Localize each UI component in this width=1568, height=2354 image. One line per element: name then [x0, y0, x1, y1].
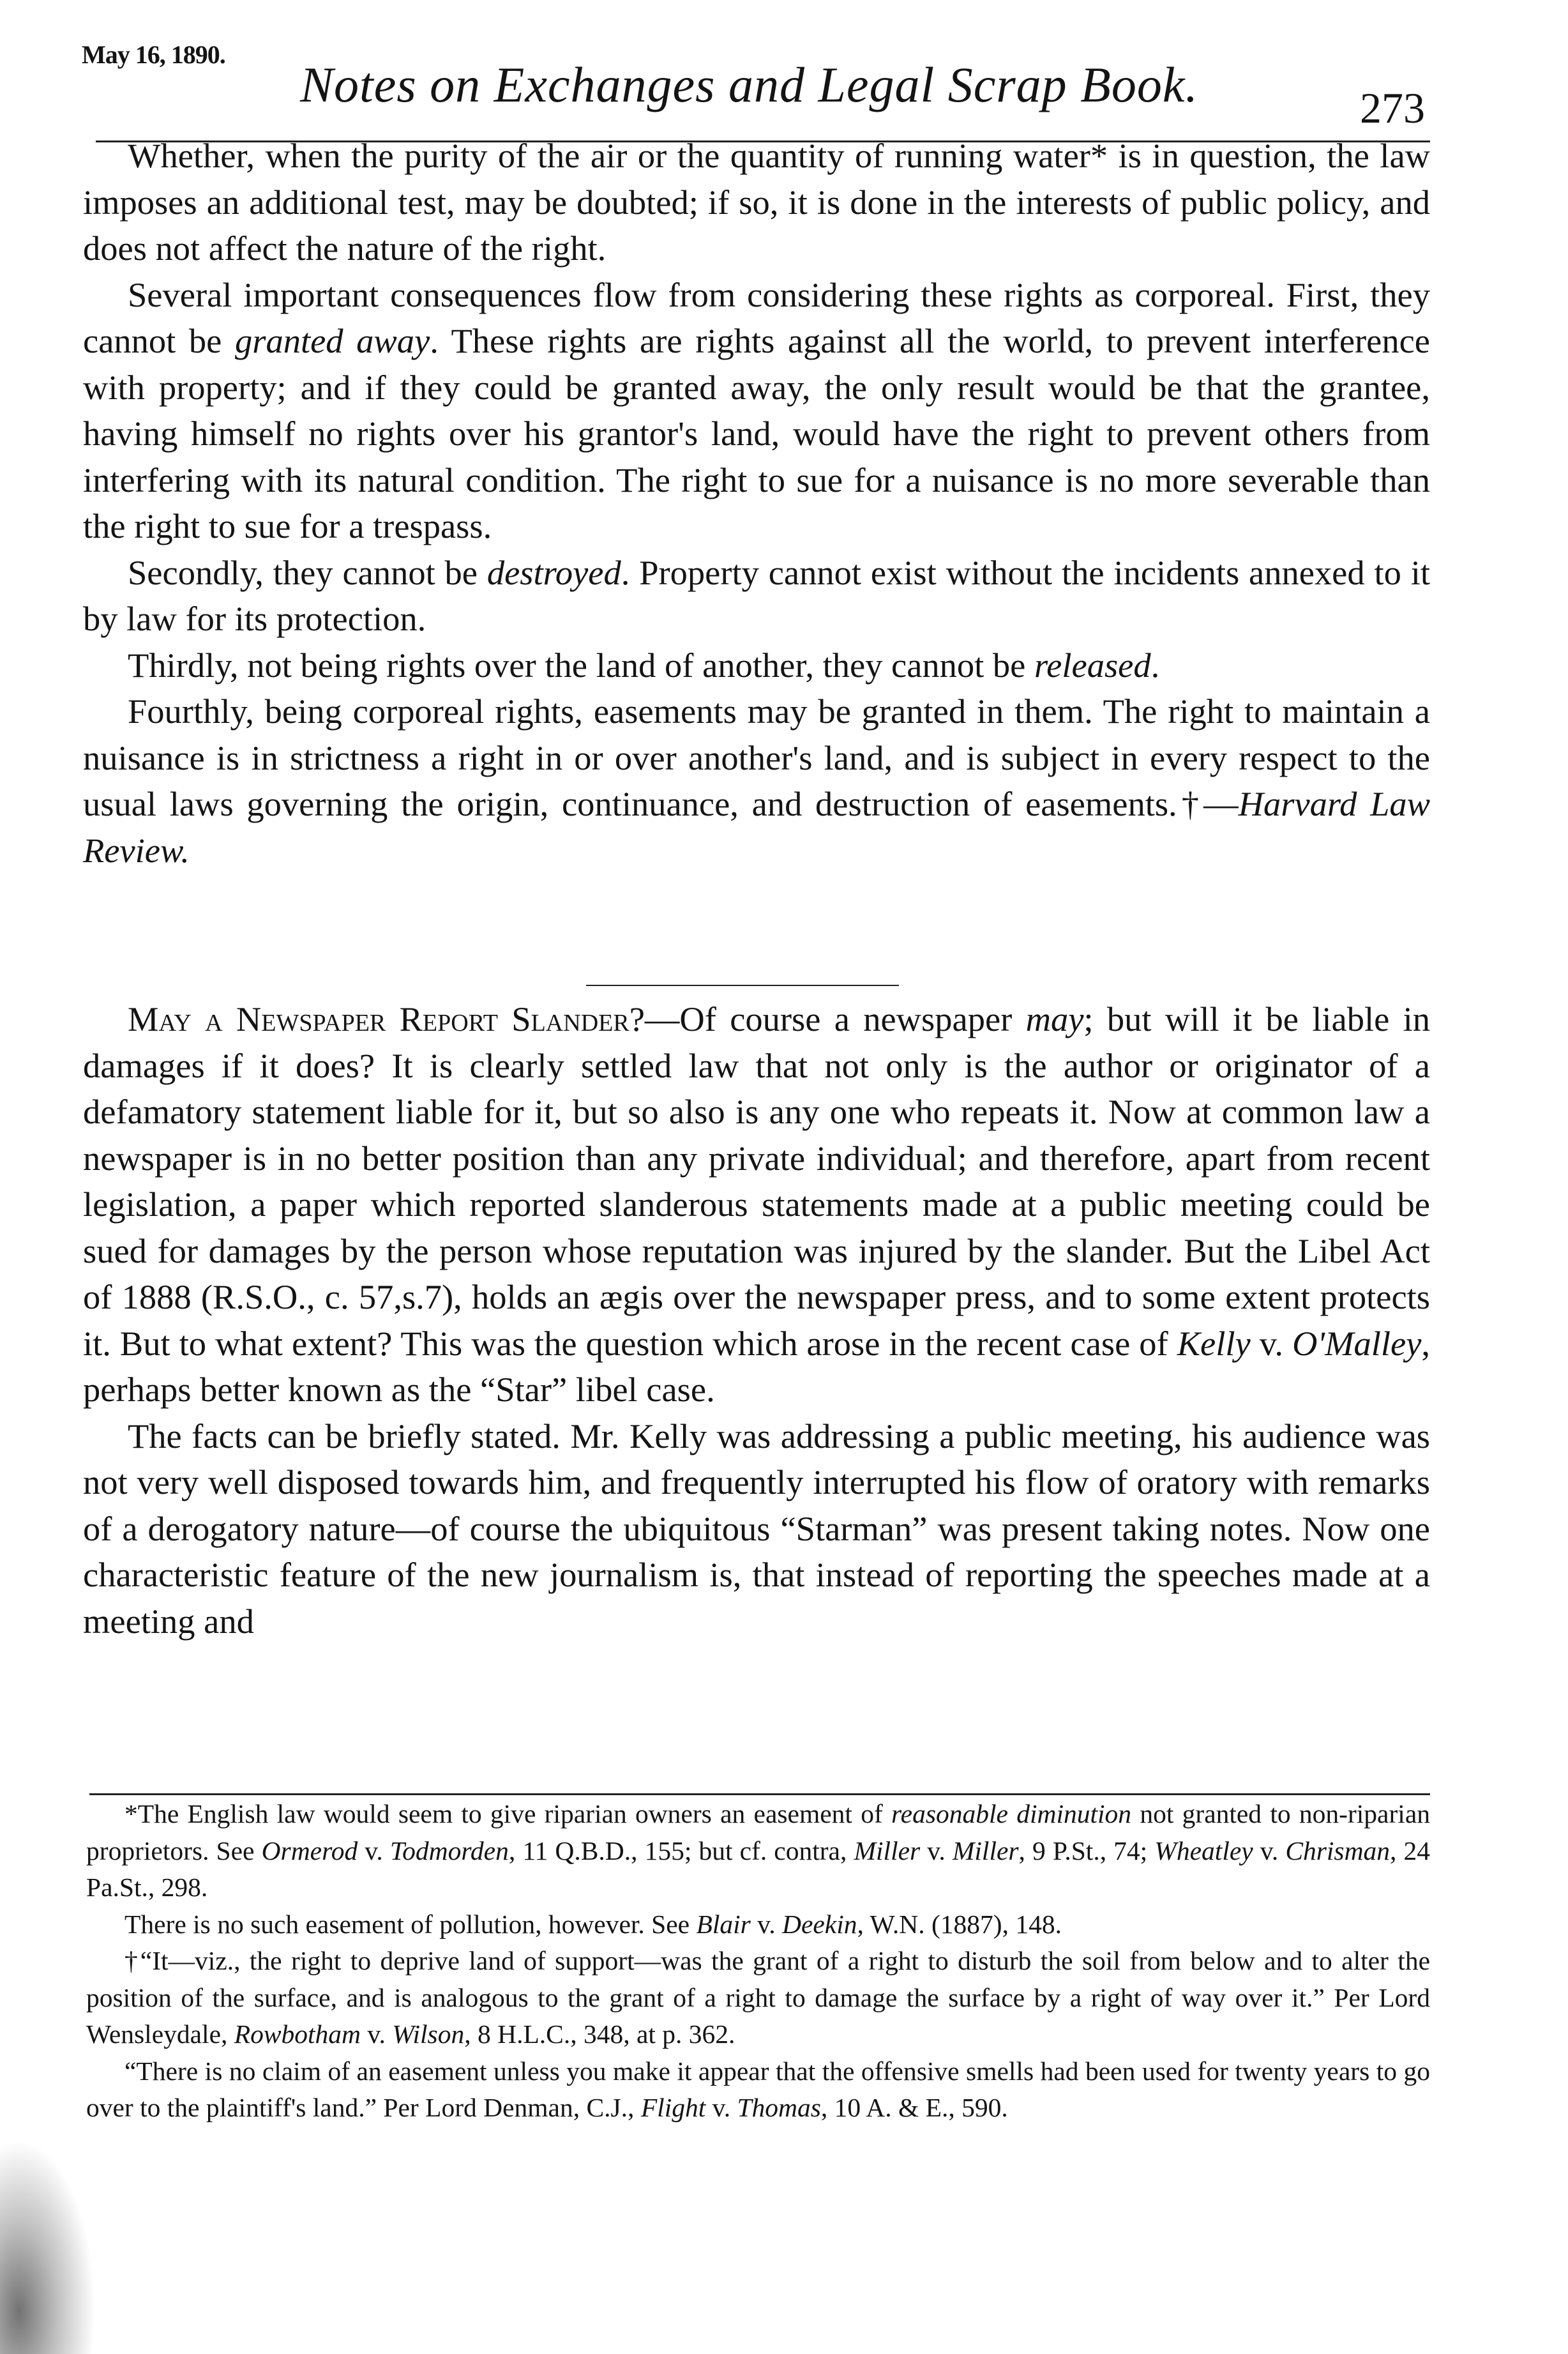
- paragraph-text: .: [1150, 645, 1160, 685]
- footnote-text: not granted to non-riparian proprietors. See: [86, 1799, 1430, 1865]
- footnote: [86, 1943, 1430, 2053]
- running-title: Notes on Exchanges and Legal Scrap Book.: [300, 57, 1198, 112]
- paragraph: [83, 272, 1430, 550]
- case-versus: v.: [750, 1909, 782, 1939]
- case-versus: v.: [361, 2019, 393, 2049]
- case-versus: v.: [1250, 1323, 1293, 1363]
- footnote-text: , 8 H.L.C., 348, at p. 362.: [464, 2019, 735, 2049]
- paragraph: [83, 642, 1430, 689]
- footnote: [86, 1796, 1430, 1906]
- footnote-text: , W.N. (1887), 148.: [857, 1909, 1062, 1939]
- source-citation: Harvard Law Review.: [83, 784, 1430, 870]
- paragraph-text: ; but will it be liable in damages if it does? It is clearly settled law that not only is the author or originator of a defamatory statement liable for it, but so also is any one who repeats it. Now at common law a newspaper is in no better position than any private individual; and therefore, apart from recent legislation, a paper which reported slanderous statements made at a public meeting could be sued for damages by the person whose reputation was injured by the slander. But the Libel Act of 1888 (R.S.O., c. 57,s.7), holds an ægis over the newspaper press, and to some extent protects it. But to what extent? This was the question which arose in the recent case of: [83, 999, 1430, 1363]
- footnote-text: *The English law would seem to give riparian owners an easement of: [124, 1799, 892, 1828]
- paragraph-text: Fourthly, being corporeal rights, easements may be granted in them. The right to maintain a nuisance is in strictness a right in or over another's land, and is subject in every respect to the usual laws governing the origin, continuance, and destruction of easements.†—: [83, 692, 1430, 823]
- scan-smudge: [0, 2139, 96, 2354]
- paragraph-text: , perhaps better known as the “Star” libel case.: [83, 1323, 1431, 1409]
- newspaper-slander-section: [83, 996, 1430, 1644]
- footnote: [86, 2053, 1430, 2127]
- case-name: O'Malley: [1292, 1323, 1422, 1363]
- case-name: Chrisman: [1285, 1835, 1391, 1865]
- footnote-rule: [89, 1793, 1430, 1795]
- case-name: Deekin: [781, 1909, 857, 1939]
- emphasis: granted away: [234, 321, 430, 360]
- case-name: Miller: [854, 1835, 921, 1865]
- case-name: Miller: [952, 1835, 1019, 1865]
- paragraph: [83, 133, 1430, 272]
- section-heading: May a Newspaper Report Slander?: [128, 999, 645, 1038]
- case-name: Kelly: [1177, 1323, 1251, 1363]
- case-name: Blair: [696, 1909, 751, 1939]
- footnote-text: “There is no claim of an easement unless you make it appear that the offensive smells had been used for twenty years to go over to the plaintiff's land.” Per Lord Denman, C.J.,: [86, 2056, 1430, 2122]
- footnotes: [86, 1796, 1430, 2127]
- footnote-text: , 10 A. & E., 590.: [820, 2093, 1008, 2122]
- paragraph-text: —Of course a newspaper: [644, 999, 1026, 1038]
- paragraph-text: . These rights are rights against all the world, to prevent interference with property; and if they could be granted away, the only result would be that the grantee, having himself no rights over his grantor's land, would have the right to prevent others from interfering with its natural condition. The right to sue for a nuisance is no more severable than the right to sue for a trespass.: [83, 321, 1430, 545]
- footnote-text: There is no such easement of pollution, however. See: [124, 1909, 697, 1939]
- paragraph: [83, 996, 1430, 1413]
- footnote: [86, 1906, 1430, 1943]
- footnote-text: , 11 Q.B.D., 155; but cf. contra,: [508, 1835, 854, 1865]
- section-divider: [586, 985, 899, 986]
- emphasis: destroyed: [486, 552, 621, 592]
- case-versus: v.: [705, 2093, 737, 2122]
- case-name: Wheatley: [1154, 1835, 1253, 1865]
- case-name: Todmorden: [389, 1835, 509, 1865]
- footnote-text: †“It—viz., the right to deprive land of support—was the grant of a right to disturb the soil from below and to alter the position of the surface, and is analogous to the grant of a right to damage the surface by a right of way over it.” Per Lord Wensleydale,: [86, 1946, 1430, 2049]
- paragraph: [83, 1413, 1430, 1645]
- emphasis: may: [1025, 999, 1084, 1038]
- emphasis: reasonable diminution: [891, 1799, 1132, 1828]
- paragraph-text: Several important consequences flow from considering these rights as corporeal. First, they cannot be: [83, 275, 1430, 360]
- case-name: Wilson: [392, 2019, 465, 2049]
- easements-section: [83, 133, 1430, 874]
- paragraph-text: . Property cannot exist without the incidents annexed to it by law for its protection.: [83, 552, 1430, 638]
- footnote-text: , 9 P.St., 74;: [1018, 1835, 1155, 1865]
- paragraph: [83, 550, 1430, 642]
- case-name: Thomas: [737, 2093, 821, 2122]
- header-date: May 16, 1890.: [82, 40, 225, 69]
- case-versus: v.: [358, 1835, 390, 1865]
- paragraph-text: Thirdly, not being rights over the land of another, they cannot be: [128, 645, 1034, 685]
- case-name: Rowbotham: [234, 2019, 361, 2049]
- paragraph-text: Secondly, they cannot be: [128, 552, 487, 592]
- paragraph-text: The facts can be briefly stated. Mr. Kelly was addressing a public meeting, his audience was not very well disposed towards him, and frequently interrupted his flow of oratory with remarks of a derogatory nature—of course the ubiquitous “Starman” was present taking notes. Now one characteristic feature of the new journalism is, that instead of reporting the speeches made at a meeting and: [83, 1416, 1430, 1641]
- paragraph: [83, 688, 1430, 874]
- case-versus: v.: [920, 1835, 953, 1865]
- page-number: 273: [1360, 84, 1425, 132]
- paragraph-text: Whether, when the purity of the air or the quantity of running water* is in question, the law imposes an additional test, may be doubted; if so, it is done in the interests of public policy, and does not affect the nature of the right.: [83, 136, 1430, 268]
- emphasis: released: [1034, 645, 1151, 685]
- case-name: Ormerod: [261, 1835, 358, 1865]
- footnote-text: , 24 Pa.St., 298.: [86, 1835, 1431, 1902]
- case-versus: v.: [1253, 1835, 1286, 1865]
- case-name: Flight: [640, 2093, 706, 2122]
